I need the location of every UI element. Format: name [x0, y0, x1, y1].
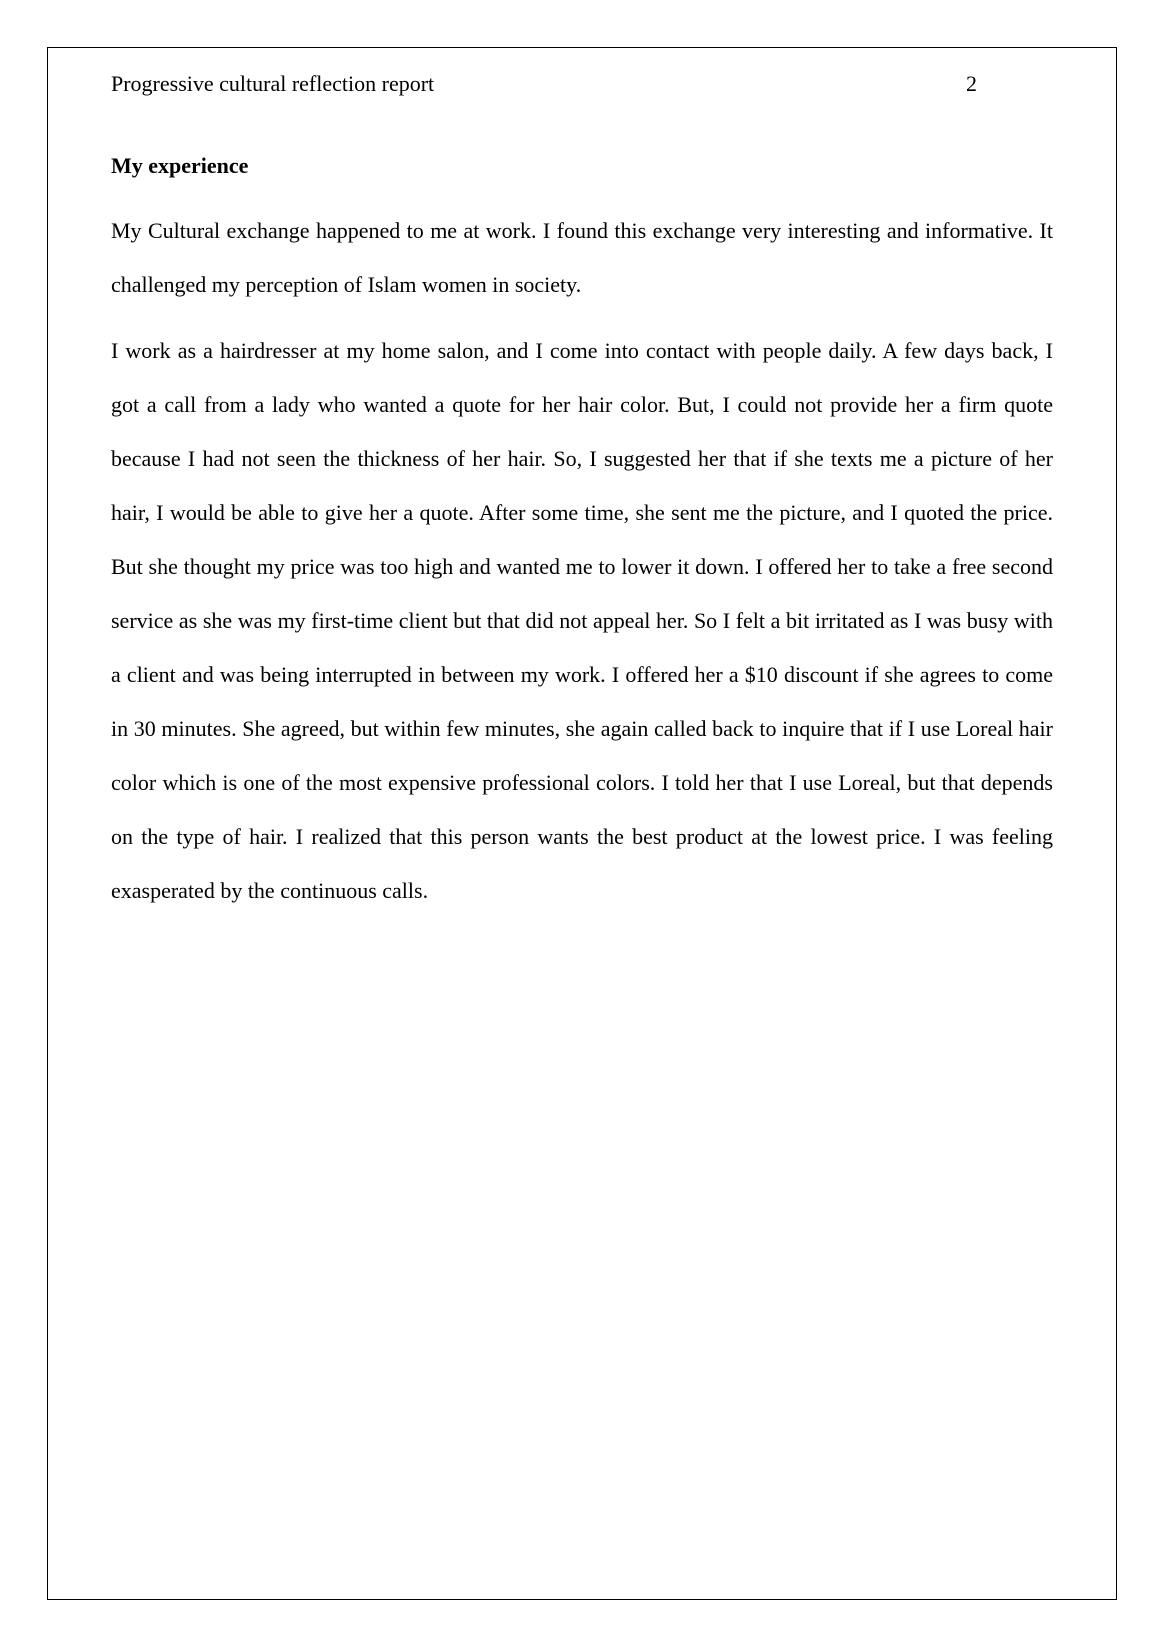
page-number: 2: [966, 71, 977, 96]
section-heading: My experience: [111, 153, 249, 178]
running-header-title: Progressive cultural reflection report: [111, 71, 435, 96]
body-paragraph: I work as a hairdresser at my home salon, and I come into contact with people daily. A few days back, I got a call from a lady who wanted a quote for her hair color. But, I could not provide her a firm quote because I had not seen the thickness of her hair. So, I suggested her that if she texts me a picture of her hair, I would be able to give her a quote. After some time, she sent me the picture, and I quoted the price. But she thought my price was too high and wanted me to lower it down. I offered her to take a free second service as she was my first-time client but that did not appeal her. So I felt a bit irritated as I was busy with a client and was being interrupted in between my work. I offered her a $10 discount if she agrees to come in 30 minutes. She agreed, but within few minutes, she again called back to inquire that if I use Loreal hair color which is one of the most expensive professional colors. I told her that I use Loreal, but that depends on the type of hair. I realized that this person wants the best product at the lowest price. I was feeling exasperated by the continuous calls.: [111, 338, 1053, 903]
body-paragraph: My Cultural exchange happened to me at work. I found this exchange very interesting and informative. It challenged my perception of Islam women in society.: [111, 218, 1053, 297]
